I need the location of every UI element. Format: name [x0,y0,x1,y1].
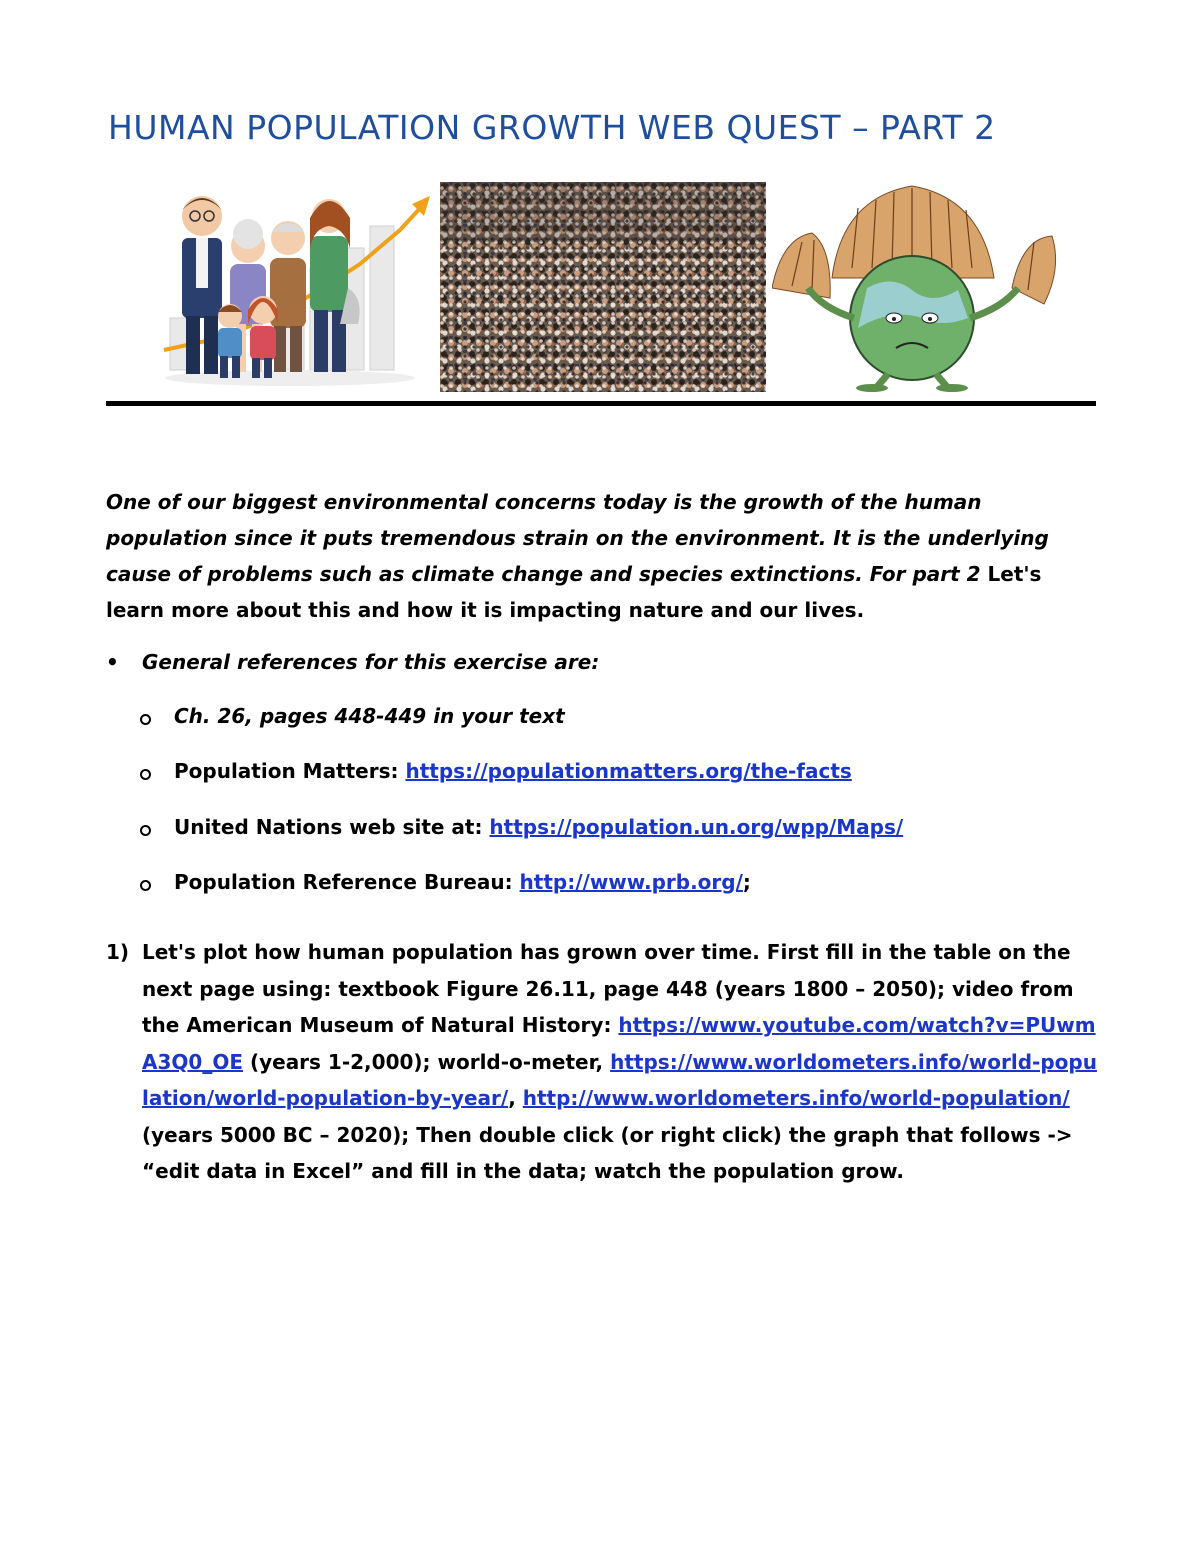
worldometers-link[interactable]: http://www.worldometers.info/world-population/ [522,1086,1070,1110]
question-text-2: (years 1-2,000); world-o-meter, [242,1049,611,1074]
header-images [160,178,1060,394]
page-title: HUMAN POPULATION GROWTH WEB QUEST – PART 2 [108,108,996,147]
intro-paragraph [106,484,1098,628]
horizontal-rule [106,401,1096,406]
youtube-link[interactable]: https://www.youtube.com/watch?v=PUwmA3Q0_OE [142,1013,1096,1074]
hollow-circle-bullet-icon [140,769,151,780]
crowd-photo [440,182,766,392]
united-nations-link[interactable]: https://population.un.org/wpp/Maps/ [489,815,904,839]
hollow-circle-bullet-icon [140,825,151,836]
question-text-3: , [508,1086,523,1110]
intro-italic-text: One of our biggest environmental concerns today is the growth of the human population since it puts tremendous strain on the environment. It is the underlying cause of problems such as climate change and species extinctions. For part 2 [106,490,1049,586]
family-growth-illustration [160,178,432,392]
hollow-circle-bullet-icon [140,714,151,725]
reference-text: Population Matters: [174,759,406,783]
bullet-icon: • [106,650,119,674]
question-number: 1) [106,940,130,964]
population-matters-link[interactable]: https://populationmatters.org/the-facts [405,759,852,783]
reference-suffix: ; [742,870,751,894]
question-body [142,934,1098,1190]
worldometers-by-year-link[interactable]: https://www.worldometers.info/world-population/world-population-by-year/ [142,1049,1097,1110]
question-text-1: Let's plot how human population has grown over time. First fill in the table on the next page using: textbook Figure 26.11, page 448 (years 1800 – 2050); video from the American Museum of Natural History: [142,940,1074,1037]
intro-normal-text: Let's learn more about this and how it is impacting nature and our lives. [106,562,1042,622]
hollow-circle-bullet-icon [140,880,151,891]
prb-link[interactable]: http://www.prb.org/ [519,870,743,894]
reference-text: Ch. 26, pages 448-449 in your text [174,704,565,728]
reference-text: Population Reference Bureau: [174,870,520,894]
reference-text: United Nations web site at: [174,815,490,839]
question-text-4: (years 5000 BC – 2020); Then double click (or right click) the graph that follows -> “edit data in Excel” and fill in the data; watch the population grow. [142,1122,1073,1183]
references-heading: General references for this exercise are: [142,650,600,674]
overpopulated-earth-cartoon [772,178,1057,392]
